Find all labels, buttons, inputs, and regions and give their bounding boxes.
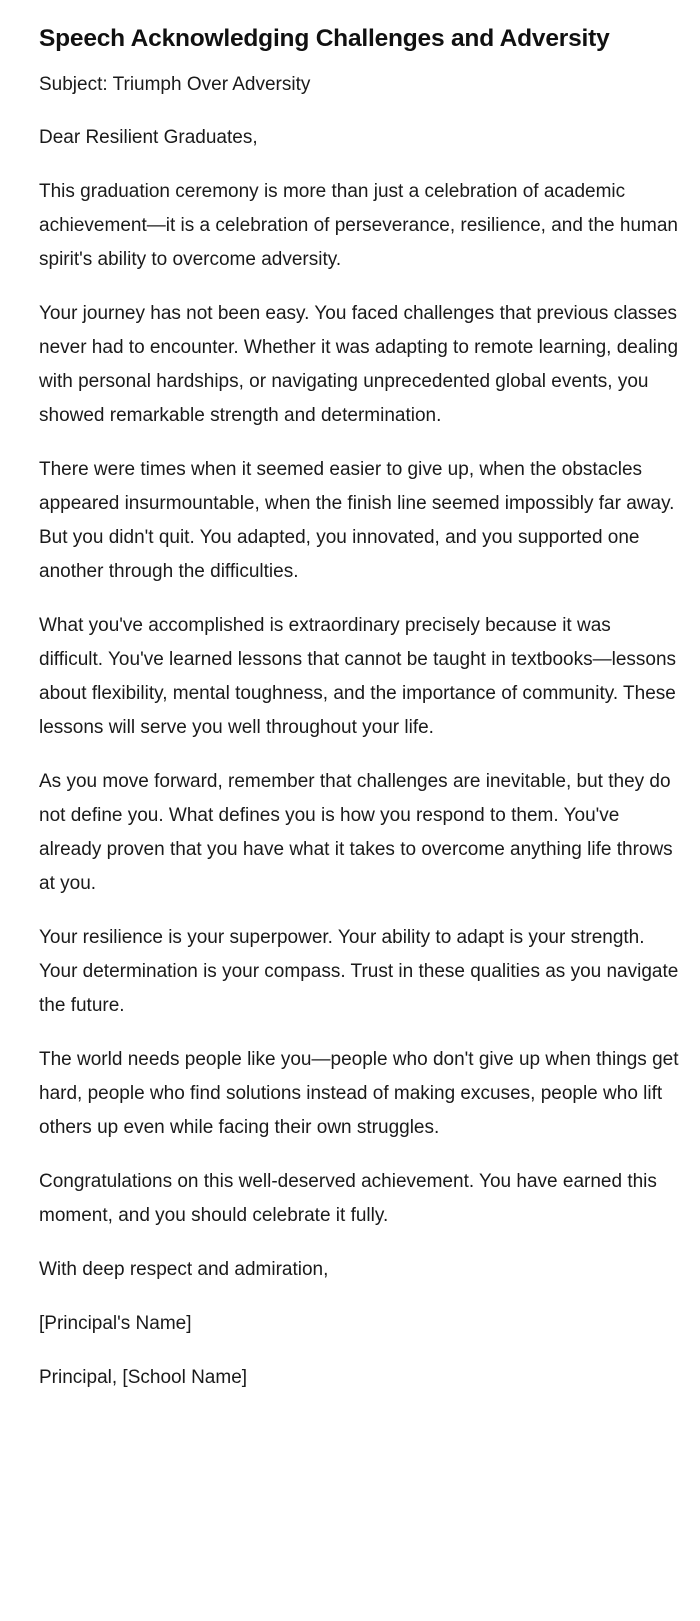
paragraph: The world needs people like you—people who don't give up when things get hard, people who find solutions instead of making excuses, people who lift others up even while facing their own struggles.: [39, 1049, 679, 1138]
document-title: Speech Acknowledging Challenges and Adversity: [39, 25, 610, 52]
paragraph: This graduation ceremony is more than just a celebration of academic achievement—it is a celebration of perseverance, resilience, and the human spirit's ability to overcome adversity.: [39, 181, 678, 270]
paragraph: Your journey has not been easy. You faced challenges that previous classes never had to encounter. Whether it was adapting to remote learning, dealing with personal hardships, or navigating unprecedented global events, you showed remarkable strength and determination.: [39, 303, 679, 426]
subject-line: Subject: Triumph Over Adversity: [39, 74, 311, 95]
paragraph: What you've accomplished is extraordinary precisely because it was difficult. You've learned lessons that cannot be taught in textbooks—lessons about flexibility, mental toughness, and the importance of community. These lessons will serve you well throughout your life.: [39, 615, 677, 738]
signature-title: Principal, [School Name]: [39, 1367, 248, 1388]
document-body: [39, 22, 679, 1415]
closing-line: With deep respect and admiration,: [39, 1259, 329, 1280]
paragraph: Congratulations on this well-deserved achievement. You have earned this moment, and you should celebrate it fully.: [39, 1171, 657, 1226]
signature-name: [Principal's Name]: [39, 1313, 192, 1334]
salutation: Dear Resilient Graduates,: [39, 127, 258, 148]
paragraph: As you move forward, remember that challenges are inevitable, but they do not define you. What defines you is how you respond to them. You've already proven that you have what it takes to overcome anything life throws at you.: [39, 771, 673, 894]
paragraph: Your resilience is your superpower. Your ability to adapt is your strength. Your determination is your compass. Trust in these qualities as you navigate the future.: [39, 927, 679, 1016]
paragraph: There were times when it seemed easier to give up, when the obstacles appeared insurmountable, when the finish line seemed impossibly far away. But you didn't quit. You adapted, you innovated, and you supported one another through the difficulties.: [39, 459, 675, 582]
